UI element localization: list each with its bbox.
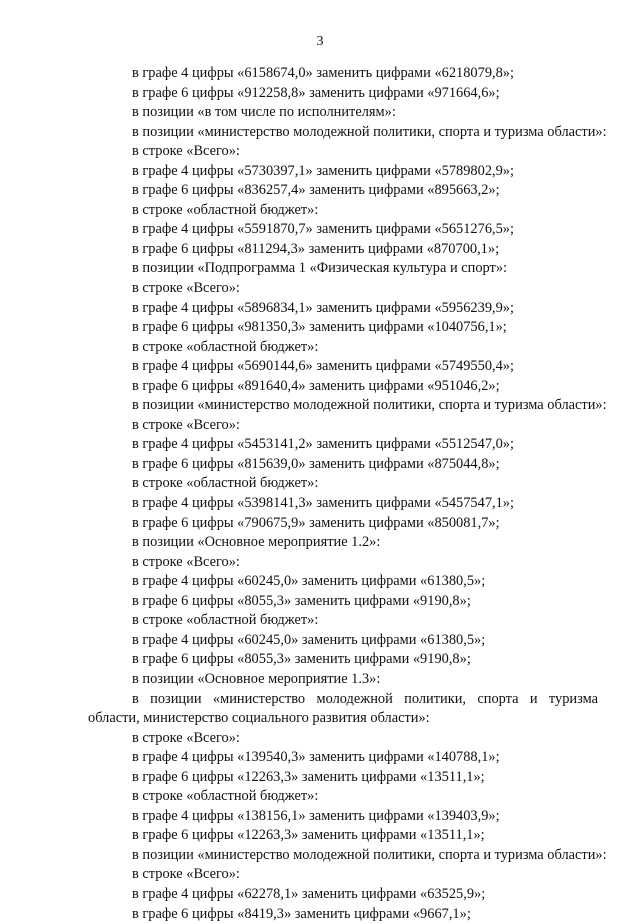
text-line: в строке «областной бюджет»: <box>132 201 319 218</box>
text-line: в графе 4 цифры «5591870,7» заменить цифрами «5651276,5»; <box>132 221 514 238</box>
text-line: в строке «Всего»: <box>132 866 240 883</box>
text-line: в позиции «министерство молодежной политики, спорта и туризма области»: <box>132 123 607 140</box>
text-line: в графе 6 цифры «912258,8» заменить цифрами «971664,6»; <box>132 84 500 101</box>
wrapped-paragraph-continuation: области, министерство социального развития области»: <box>88 710 430 727</box>
text-line: в графе 6 цифры «8419,3» заменить цифрами «9667,1»; <box>132 905 471 922</box>
wrapped-paragraph-first-line: в позиции «министерство молодежной политики, спорта и туризма <box>132 690 598 707</box>
text-line: в строке «областной бюджет»: <box>132 612 319 629</box>
text-line: в позиции «Основное мероприятие 1.2»: <box>132 534 381 551</box>
text-line: в графе 6 цифры «811294,3» заменить цифрами «870700,1»; <box>132 240 500 257</box>
document-body <box>0 64 640 924</box>
text-line: в графе 4 цифры «138156,1» заменить цифрами «139403,9»; <box>132 807 500 824</box>
text-line: в графе 6 цифры «836257,4» заменить цифрами «895663,2»; <box>132 182 500 199</box>
text-line: в строке «областной бюджет»: <box>132 788 319 805</box>
text-line: в графе 4 цифры «60245,0» заменить цифрами «61380,5»; <box>132 631 486 648</box>
page-number: 3 <box>316 34 324 49</box>
text-line: в строке «Всего»: <box>132 143 240 160</box>
text-line: в позиции «в том числе по исполнителям»: <box>132 104 396 121</box>
text-line: в позиции «Подпрограмма 1 «Физическая культура и спорт»: <box>132 260 508 277</box>
text-line: в графе 6 цифры «790675,9» заменить цифрами «850081,7»; <box>132 514 500 531</box>
text-line: в графе 4 цифры «139540,3» заменить цифрами «140788,1»; <box>132 749 500 766</box>
text-line: в графе 6 цифры «891640,4» заменить цифрами «951046,2»; <box>132 377 500 394</box>
text-line: в графе 4 цифры «5730397,1» заменить цифрами «5789802,9»; <box>132 162 514 179</box>
text-line: в строке «Всего»: <box>132 280 240 297</box>
text-line: в позиции «министерство молодежной политики, спорта и туризма области»: <box>132 397 607 414</box>
text-line: в позиции «министерство молодежной политики, спорта и туризма области»: <box>132 846 607 863</box>
text-line: в графе 4 цифры «5690144,6» заменить цифрами «5749550,4»; <box>132 358 514 375</box>
text-line: в графе 6 цифры «815639,0» заменить цифрами «875044,8»; <box>132 455 500 472</box>
text-line: в позиции «Основное мероприятие 1.3»: <box>132 670 381 687</box>
text-line: в графе 4 цифры «62278,1» заменить цифрами «63525,9»; <box>132 885 486 902</box>
text-line: в графе 6 цифры «8055,3» заменить цифрами «9190,8»; <box>132 651 471 668</box>
text-line: в графе 4 цифры «5896834,1» заменить цифрами «5956239,9»; <box>132 299 514 316</box>
text-line: в графе 6 цифры «8055,3» заменить цифрами «9190,8»; <box>132 592 471 609</box>
text-line: в строке «областной бюджет»: <box>132 338 319 355</box>
text-line: в графе 6 цифры «981350,3» заменить цифрами «1040756,1»; <box>132 319 507 336</box>
text-line: в графе 6 цифры «12263,3» заменить цифрами «13511,1»; <box>132 827 485 844</box>
text-line: в графе 4 цифры «5398141,3» заменить цифрами «5457547,1»; <box>132 495 514 512</box>
text-line: в графе 4 цифры «6158674,0» заменить цифрами «6218079,8»; <box>132 65 514 81</box>
text-line: в графе 6 цифры «12263,3» заменить цифрами «13511,1»; <box>132 768 485 785</box>
text-line: в строке «Всего»: <box>132 416 240 433</box>
text-line: в графе 4 цифры «60245,0» заменить цифрами «61380,5»; <box>132 573 486 590</box>
text-line: в строке «Всего»: <box>132 553 240 570</box>
text-line: в строке «областной бюджет»: <box>132 475 319 492</box>
text-line: в строке «Всего»: <box>132 729 240 746</box>
text-line: в графе 4 цифры «5453141,2» заменить цифрами «5512547,0»; <box>132 436 514 453</box>
